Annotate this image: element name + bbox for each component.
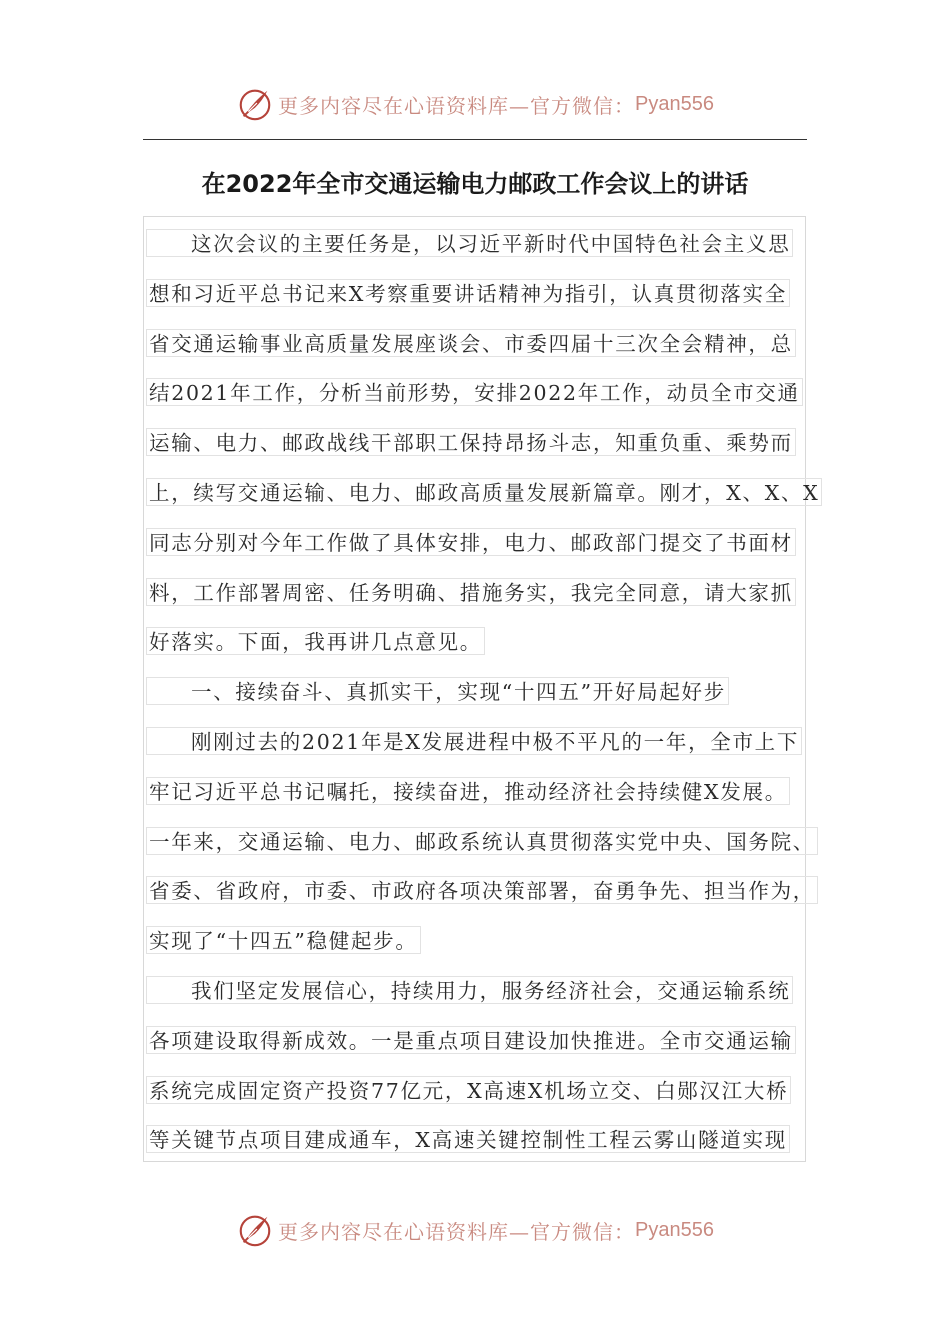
text-line: 想和习近平总书记来X考察重要讲话精神为指引，认真贯彻落实全 <box>146 279 790 307</box>
text-line: 牢记习近平总书记嘱托，接续奋进，推动经济社会持续健X发展。 <box>146 777 790 805</box>
quill-logo-icon <box>236 1211 274 1249</box>
text-line: 结2021年工作，分析当前形势，安排2022年工作，动员全市交通 <box>146 378 803 406</box>
text-line: 料，工作部署周密、任务明确、措施务实，我完全同意，请大家抓 <box>146 578 796 606</box>
section-heading: 一、接续奋斗、真抓实干，实现“十四五”开好局起好步 <box>146 677 729 705</box>
quill-logo-icon <box>236 85 274 123</box>
text-line: 好落实。下面，我再讲几点意见。 <box>146 627 485 655</box>
text-line: 这次会议的主要任务是，以习近平新时代中国特色社会主义思 <box>146 229 793 257</box>
text-line: 我们坚定发展信心，持续用力，服务经济社会，交通运输系统 <box>146 976 793 1004</box>
footer-banner <box>0 1210 950 1250</box>
banner-text: 更多内容尽在心语资料库—官方微信： <box>278 93 636 118</box>
text-line: 省交通运输事业高质量发展座谈会、市委四届十三次全会精神，总 <box>146 329 796 357</box>
text-line: 各项建设取得新成效。一是重点项目建设加快推进。全市交通运输 <box>146 1026 796 1054</box>
text-line: 等关键节点项目建成通车，X高速关键控制性工程云雾山隧道实现 <box>146 1125 790 1153</box>
text-line: 运输、电力、邮政战线干部职工保持昂扬斗志，知重负重、乘势而 <box>146 428 796 456</box>
text-line: 同志分别对今年工作做了具体安排，电力、邮政部门提交了书面材 <box>146 528 796 556</box>
text-line: 省委、省政府，市委、市政府各项决策部署，奋勇争先、担当作为， <box>146 876 818 904</box>
text-line: 刚刚过去的2021年是X发展进程中极不平凡的一年，全市上下 <box>146 727 802 755</box>
banner-wechat-id: Pyan556 <box>635 1218 714 1241</box>
text-line: 系统完成固定资产投资77亿元，X高速X机场立交、白郧汉江大桥 <box>146 1076 791 1104</box>
banner-wechat-id: Pyan556 <box>635 92 714 115</box>
text-line: 上，续写交通运输、电力、邮政高质量发展新篇章。刚才，X、X、X <box>146 478 822 506</box>
header-divider <box>143 139 807 140</box>
header-banner <box>0 84 950 124</box>
banner-text: 更多内容尽在心语资料库—官方微信： <box>278 1219 636 1244</box>
document-title: 在2022年全市交通运输电力邮政工作会议上的讲话 <box>201 170 749 198</box>
text-line: 实现了“十四五”稳健起步。 <box>146 926 421 954</box>
text-line: 一年来，交通运输、电力、邮政系统认真贯彻落实党中央、国务院、 <box>146 827 818 855</box>
